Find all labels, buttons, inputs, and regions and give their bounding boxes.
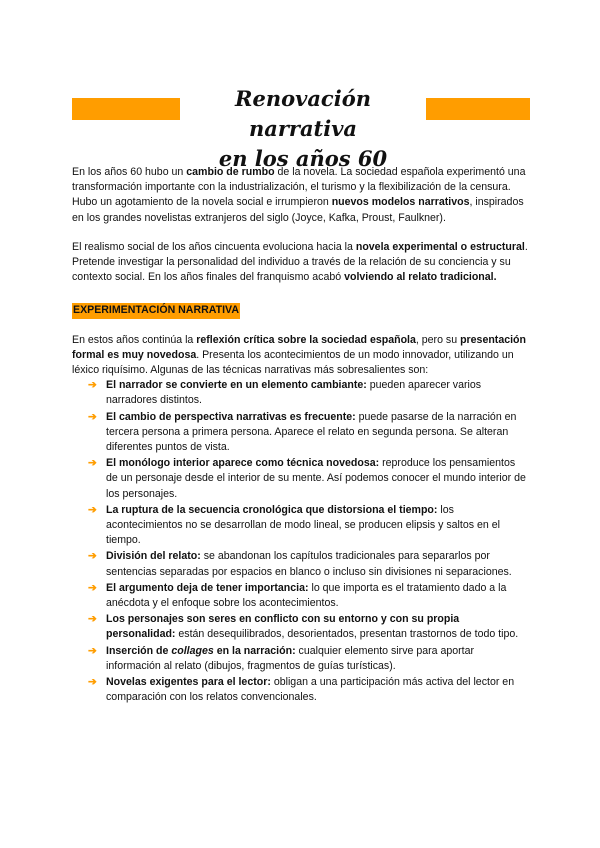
list-item bbox=[88, 675, 528, 705]
text-run: . Pretende investigar la personalidad del individuo a través de la relación de su conciencia y su contexto social. En los años finales del franquismo acabó bbox=[72, 240, 528, 284]
text-run: lo que importa es el tratamiento dado a la anécdota y el enfoque sobre los acontecimientos. bbox=[106, 581, 507, 610]
text-run: En estos años continúa la bbox=[72, 333, 197, 346]
list-item bbox=[88, 549, 528, 579]
text-run: . Presenta los acontecimientos de un modo innovador, utilizando un léxico riquísimo. Algunas de las técnicas narrativas más sobresalientes son: bbox=[72, 348, 514, 377]
text-run: obligan a una participación más activa del lector en comparación con los relatos convencionales. bbox=[106, 676, 515, 704]
bold-text-run: División del relato: bbox=[106, 550, 201, 563]
intro-paragraph-2 bbox=[72, 240, 528, 286]
bold-text-run: volviendo al relato tradicional. bbox=[344, 271, 497, 284]
bold-text-run: Los personajes son seres en conflicto con su entorno y con su propia personalidad: bbox=[106, 613, 460, 641]
title-block bbox=[0, 80, 600, 171]
bold-text-run: novela experimental o estructural bbox=[355, 240, 525, 253]
bold-text-run: en la narración: bbox=[213, 644, 296, 657]
arrow-right-icon: ➔ bbox=[88, 613, 97, 626]
techniques-list bbox=[72, 378, 528, 705]
bold-text-run: reflexión crítica sobre la sociedad española bbox=[196, 333, 416, 346]
bold-text-run: La ruptura de la secuencia cronológica que distorsiona el tiempo: bbox=[106, 503, 438, 516]
arrow-right-icon: ➔ bbox=[88, 550, 97, 563]
list-item bbox=[88, 581, 528, 611]
list-item bbox=[88, 644, 528, 674]
text-run: se abandonan los capítulos tradicionales para separarlos por sentencias separadas por espacios en blanco o incluso sin divisiones ni separaciones. bbox=[106, 550, 512, 578]
list-item bbox=[88, 503, 528, 549]
text-run: de la novela. La sociedad española experimentó una transformación importante con la industrialización, el turismo y la flexibilización de la censura. Hubo un agotamiento de la novela social e irrumpieron bbox=[72, 166, 526, 209]
title-accent-bar-left bbox=[72, 98, 180, 120]
text-run: El realismo social de los años cincuenta evoluciona hacia la bbox=[72, 240, 356, 253]
bold-text-run: El narrador se convierte en un elemento cambiante: bbox=[106, 379, 367, 392]
list-item bbox=[88, 378, 528, 408]
text-run: reproduce los pensamientos de un personaje desde el interior de su mente. Así podemos conocer el mundo interior de los personajes. bbox=[106, 457, 526, 500]
bold-text-run: El argumento deja de tener importancia: bbox=[106, 581, 309, 594]
section-paragraph bbox=[72, 333, 528, 379]
bold-text-run: El cambio de perspectiva narrativas es frecuente: bbox=[106, 410, 356, 423]
list-item bbox=[88, 612, 528, 642]
arrow-right-icon: ➔ bbox=[88, 379, 97, 392]
text-run: cualquier elemento sirve para aportar información al relato (dibujos, fragmentos de guías turísticas). bbox=[106, 644, 475, 672]
text-run: pueden aparecer varios narradores distintos. bbox=[106, 379, 482, 407]
arrow-right-icon: ➔ bbox=[88, 457, 97, 470]
text-run: , inspirados en los grandes novelistas extranjeros del siglo (Joyce, Kafka, Proust, Faulkner). bbox=[72, 196, 524, 224]
bold-text-run: El monólogo interior aparece como técnica novedosa: bbox=[106, 457, 380, 470]
list-item bbox=[88, 456, 528, 502]
arrow-right-icon: ➔ bbox=[88, 410, 97, 423]
page-title-line-1: Renovación narrativa bbox=[235, 86, 371, 141]
bold-text-run: Novelas exigentes para el lector: bbox=[106, 676, 271, 689]
text-run: puede pasarse de la narración en tercera persona a primera persona. Aparece el relato en segunda persona. Se alteran diferentes puntos de vista. bbox=[106, 410, 517, 454]
bold-text-run: presentación formal es muy novedosa bbox=[72, 333, 526, 361]
text-run: los acontecimientos no se desarrollan de modo lineal, se producen elipsis y saltos en el tiempo. bbox=[106, 503, 500, 547]
intro-paragraph-1 bbox=[72, 165, 528, 226]
page-title-line-2: en los años 60 bbox=[218, 146, 388, 171]
text-run: están desequilibrados, desorientados, presentan trastornos de todo tipo. bbox=[175, 628, 519, 641]
section-heading: EXPERIMENTACIÓN NARRATIVA bbox=[72, 303, 240, 318]
text-run: En los años 60 hubo un bbox=[72, 166, 187, 178]
document-body bbox=[72, 165, 528, 707]
arrow-right-icon: ➔ bbox=[88, 676, 97, 689]
bold-text-run: nuevos modelos narrativos bbox=[331, 196, 470, 209]
bold-text-run: collages bbox=[171, 644, 214, 657]
list-item bbox=[88, 410, 528, 456]
bold-text-run: cambio de rumbo bbox=[186, 166, 275, 178]
title-accent-bar-right bbox=[426, 98, 530, 120]
bold-text-run: Inserción de bbox=[106, 644, 172, 657]
arrow-right-icon: ➔ bbox=[88, 644, 97, 657]
text-run: , pero su bbox=[415, 333, 461, 346]
arrow-right-icon: ➔ bbox=[88, 581, 97, 594]
page-title bbox=[180, 84, 426, 174]
arrow-right-icon: ➔ bbox=[88, 503, 97, 516]
